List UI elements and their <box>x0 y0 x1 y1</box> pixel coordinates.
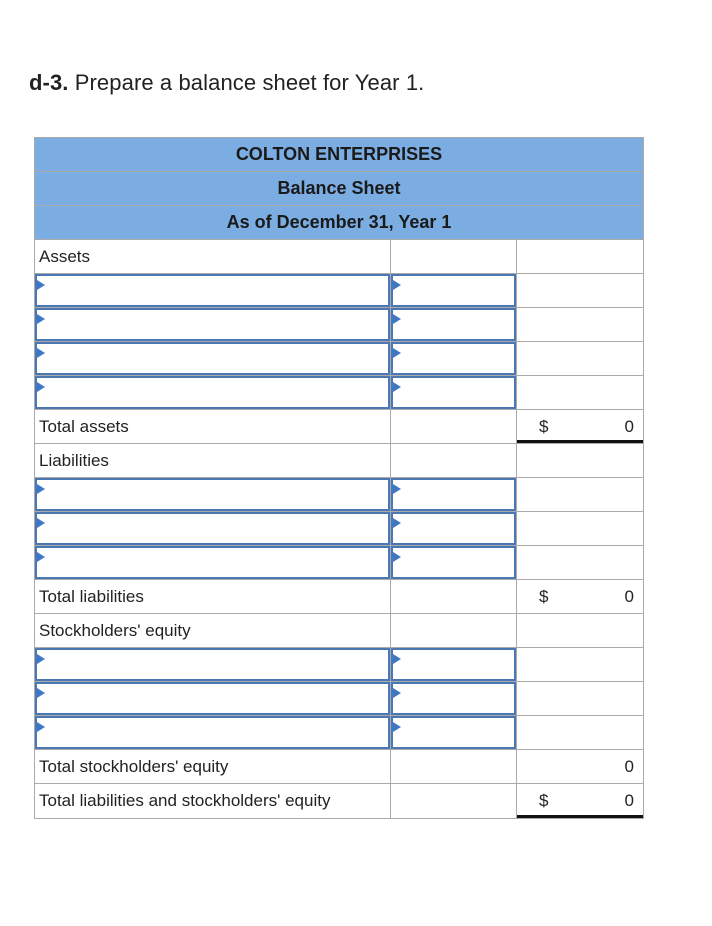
total-assets-label: Total assets <box>39 417 129 436</box>
liability-entry-row <box>35 546 643 580</box>
dropdown-arrow-icon <box>37 654 45 664</box>
liabilities-label: Liabilities <box>39 451 109 470</box>
dropdown-arrow-icon <box>37 722 45 732</box>
asset-amount-input[interactable] <box>391 274 516 307</box>
input-marker-icon <box>393 484 401 494</box>
liability-account-dropdown[interactable] <box>35 478 390 511</box>
total-liab-equity-value: 0 <box>624 791 634 810</box>
equity-entry-row <box>35 648 643 682</box>
asset-entry-row <box>35 274 643 308</box>
total-liabilities-label: Total liabilities <box>39 587 144 606</box>
dropdown-arrow-icon <box>37 280 45 290</box>
asset-entry-row <box>35 308 643 342</box>
equity-account-dropdown[interactable] <box>35 716 390 749</box>
total-equity-value: 0 <box>624 757 634 776</box>
total-liab-equity-row <box>35 784 643 818</box>
asset-account-dropdown[interactable] <box>35 376 390 409</box>
equity-label: Stockholders' equity <box>39 621 191 640</box>
liability-account-dropdown[interactable] <box>35 512 390 545</box>
total-liab-equity-label: Total liabilities and stockholders' equity <box>39 791 331 810</box>
liability-entry-row <box>35 512 643 546</box>
asset-amount-input[interactable] <box>391 376 516 409</box>
equity-amount-input[interactable] <box>391 682 516 715</box>
liability-account-dropdown[interactable] <box>35 546 390 579</box>
currency-symbol: $ <box>539 791 549 810</box>
total-liabilities-row <box>35 580 643 614</box>
equity-account-dropdown[interactable] <box>35 648 390 681</box>
liability-amount-input[interactable] <box>391 478 516 511</box>
total-liabilities-value: 0 <box>624 587 634 606</box>
asset-amount-input[interactable] <box>391 342 516 375</box>
input-marker-icon <box>393 280 401 290</box>
input-marker-icon <box>393 552 401 562</box>
asset-entry-row <box>35 376 643 410</box>
input-marker-icon <box>393 688 401 698</box>
liability-amount-input[interactable] <box>391 512 516 545</box>
input-marker-icon <box>393 518 401 528</box>
total-assets-cell <box>517 410 643 443</box>
currency-symbol: $ <box>539 417 549 436</box>
dropdown-arrow-icon <box>37 518 45 528</box>
dropdown-arrow-icon <box>37 484 45 494</box>
equity-account-dropdown[interactable] <box>35 682 390 715</box>
total-assets-row <box>35 410 643 444</box>
equity-entry-row <box>35 682 643 716</box>
dropdown-arrow-icon <box>37 382 45 392</box>
input-marker-icon <box>393 722 401 732</box>
dropdown-arrow-icon <box>37 552 45 562</box>
problem-heading <box>29 70 424 96</box>
equity-amount-input[interactable] <box>391 716 516 749</box>
company-name: COLTON ENTERPRISES <box>35 138 643 172</box>
equity-amount-input[interactable] <box>391 648 516 681</box>
asset-account-dropdown[interactable] <box>35 308 390 341</box>
statement-date: As of December 31, Year 1 <box>35 206 643 240</box>
problem-number: d-3. <box>29 70 69 95</box>
input-marker-icon <box>393 654 401 664</box>
total-equity-row <box>35 750 643 784</box>
input-marker-icon <box>393 382 401 392</box>
asset-entry-row <box>35 342 643 376</box>
input-marker-icon <box>393 348 401 358</box>
liability-entry-row <box>35 478 643 512</box>
asset-account-dropdown[interactable] <box>35 342 390 375</box>
assets-label: Assets <box>39 247 91 266</box>
liability-amount-input[interactable] <box>391 546 516 579</box>
total-liabilities-cell <box>517 580 643 613</box>
liabilities-header-row <box>35 444 643 478</box>
assets-header-row <box>35 240 643 274</box>
asset-account-dropdown[interactable] <box>35 274 390 307</box>
input-marker-icon <box>393 314 401 324</box>
asset-amount-input[interactable] <box>391 308 516 341</box>
currency-symbol: $ <box>539 587 549 606</box>
total-equity-cell <box>517 750 643 783</box>
total-liab-equity-cell <box>517 784 643 818</box>
equity-entry-row <box>35 716 643 750</box>
dropdown-arrow-icon <box>37 688 45 698</box>
total-equity-label: Total stockholders' equity <box>39 757 229 776</box>
balance-sheet-table <box>34 137 644 819</box>
equity-header-row <box>35 614 643 648</box>
dropdown-arrow-icon <box>37 348 45 358</box>
problem-instruction: Prepare a balance sheet for Year 1. <box>74 70 425 95</box>
statement-title: Balance Sheet <box>35 172 643 206</box>
dropdown-arrow-icon <box>37 314 45 324</box>
total-assets-value: 0 <box>624 417 634 436</box>
